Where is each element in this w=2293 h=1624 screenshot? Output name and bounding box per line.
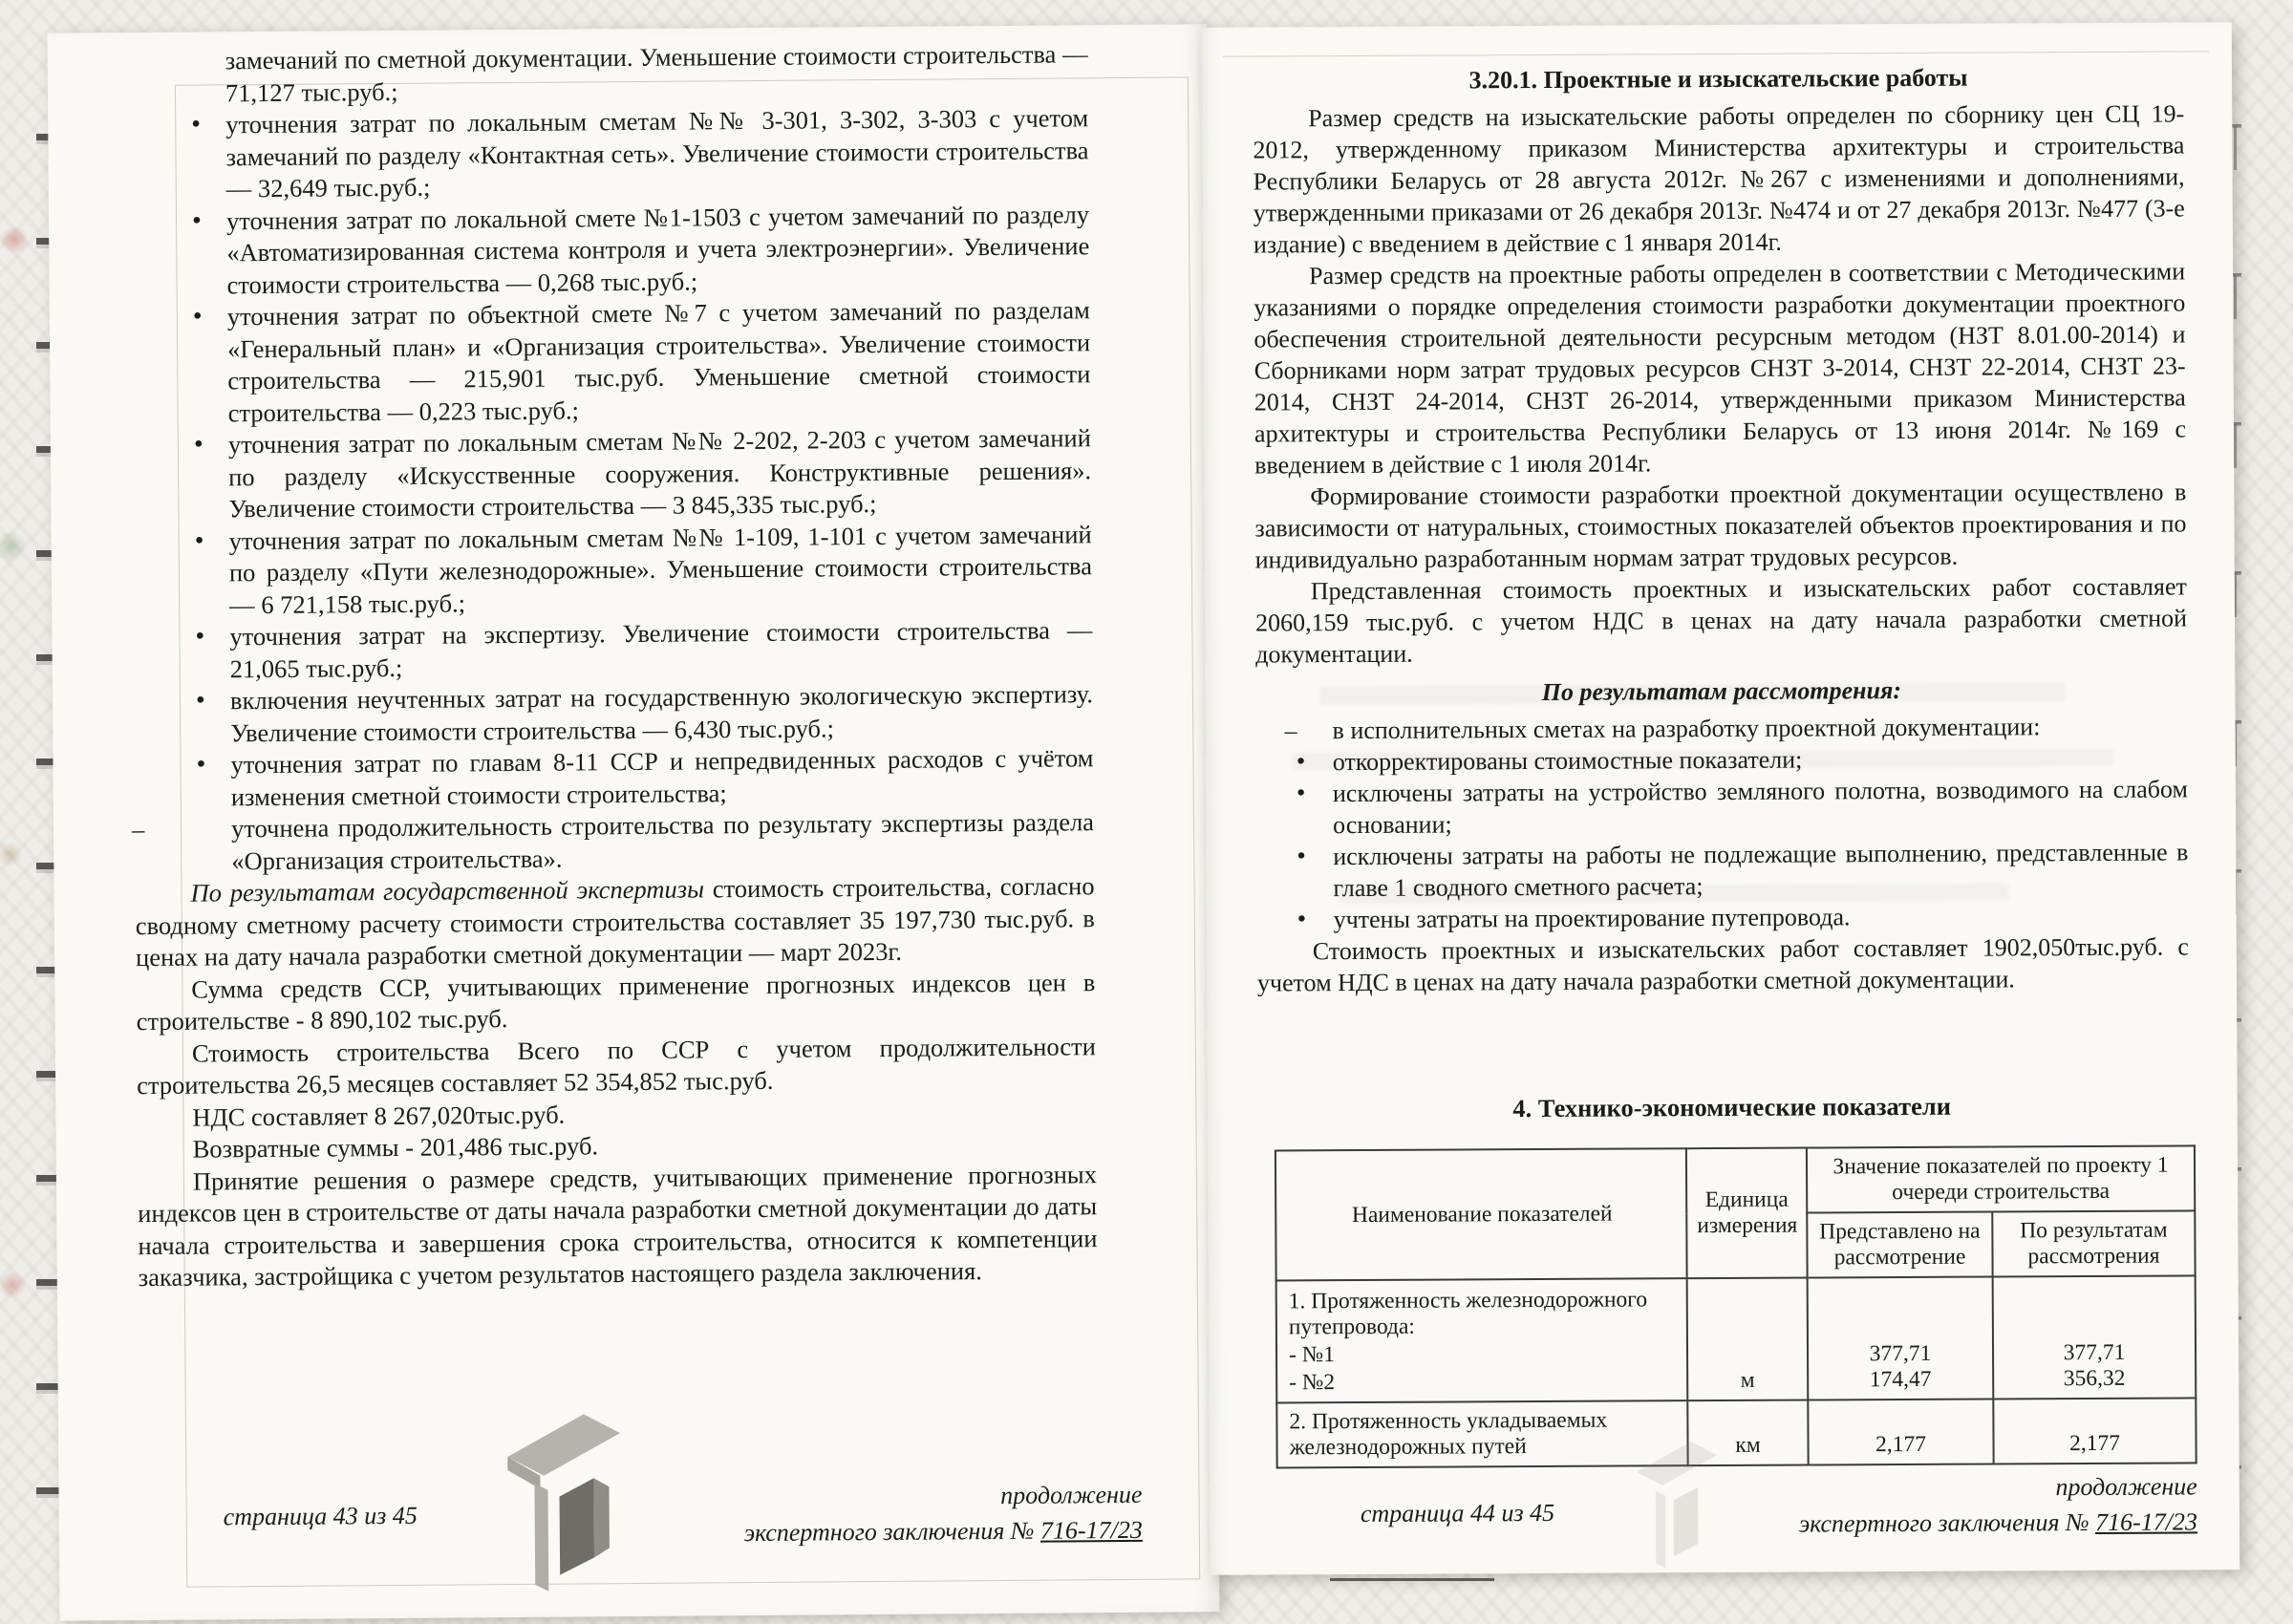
logo-bleed-through <box>1610 1429 1754 1573</box>
header-unit: Единица измерения <box>1686 1148 1808 1279</box>
submitted-cost-paragraph: Представленная стоимость проектных и изыскательских работ составляет 2060,159 тыс.руб. с учетом НДС в ценах на дату начала разработки сметной документации. <box>1254 572 2188 669</box>
scan-edge-artifact <box>0 841 23 867</box>
list-item-continuation: замечаний по сметной документации. Уменьшение стоимости строительства — 71,127 тыс.руб.; <box>225 39 1088 107</box>
list-item: • уточнения затрат по локальным сметам №№ 1-109, 1-101 с учетом замечаний по разделу «Пути железнодорожные». Уменьшение стоимости строительства — 6 721,158 тыс.руб.; <box>193 519 1093 622</box>
indicators-table <box>1275 1144 2197 1468</box>
row1-name <box>1276 1278 1688 1402</box>
section-title: 3.20.1. Проектные и изыскательские работы <box>1468 63 1968 95</box>
expertise-number: 716-17/23 <box>2095 1507 2198 1536</box>
list-item: • уточнения затрат по главам 8-11 ССР и непредвиденных расходов с учётом изменения сметной стоимости строительства; <box>194 742 1093 813</box>
scan-line-artifact <box>1330 1578 1494 1581</box>
survey-paragraph: Размер средств на изыскательские работы определен по сборнику цен СЦ 19-2012, утвержденному приказом Министерства архитектуры и строительства Республики Беларусь от 28 августа 2012г. №267 с изменениями и дополнениями, утвержденными приказами от 26 декабря 2013г. №474 и от 27 декабря 2013г. №477 (3-е издание) с введением в действие с 1 января 2014г. <box>1253 99 2185 259</box>
list-item-dash: – уточнена продолжительность строительства по результату экспертизы раздела «Организация строительства». <box>195 806 1094 877</box>
page-number: страница 43 из 45 <box>223 1501 418 1531</box>
page-43-content <box>47 24 1216 1294</box>
review-item: • исключены затраты на работы не подлежащие выполнению, представленные в главе 1 сводного сметного расчета; <box>1295 836 2188 904</box>
review-heading: По результатам рассмотрения: <box>1541 676 1902 706</box>
review-item: • откорректированы стоимостные показатели; <box>1295 741 2188 778</box>
row1-reviewed <box>1993 1275 2197 1399</box>
section4-title: 4. Технико-экономические показатели <box>1512 1091 1952 1123</box>
continuation-prefix: экспертного заключения № <box>1798 1507 2096 1538</box>
scan-edge-artifact <box>0 1271 27 1299</box>
decision-paragraph: Принятие решения о размере средств, учитывающих применение прогнозных индексов цен в строительстве от даты начала разработки сметной документации до даты начала строительства и завершения срока строительства, относится к компетенции заказчика, застройщика с учетом результатов настоящего раздела заключения. <box>138 1159 1098 1293</box>
table-header-row <box>1275 1145 2195 1215</box>
page-number: страница 44 из 45 <box>1360 1498 1555 1528</box>
section-4 <box>1208 1090 2239 1469</box>
continuation-line2 <box>1799 1504 2197 1541</box>
review-item-dash: – в исполнительных сметах на разработку проектной документации: <box>1295 710 2188 746</box>
row1-line2: - №2 <box>1289 1370 1336 1396</box>
list-item: • уточнения затрат на экспертизу. Увеличение стоимости строительства — 21,065 тыс.руб.; <box>193 614 1092 685</box>
results-paragraph <box>135 870 1095 973</box>
scan-edge-artifact <box>0 530 27 563</box>
review-item: • учтены затраты на проектирование путепровода. <box>1296 899 2189 935</box>
page-44-content <box>1202 22 2237 999</box>
continuation-note <box>743 1477 1143 1550</box>
continuation-line1: продолжение <box>2055 1472 2197 1502</box>
continuation-line1: продолжение <box>1000 1480 1143 1510</box>
list-item: • уточнения затрат по локальным сметам №№ 2-202, 2-203 с учетом замечаний по разделу «Искусственные сооружения. Конструктивные решения». Увеличение стоимости строительства — 3 845,335 тыс.руб.; <box>192 422 1092 525</box>
header-reviewed: По результатам рассмотрения <box>1992 1210 2195 1276</box>
table-row <box>1276 1275 2197 1402</box>
continuation-note <box>1798 1468 2197 1541</box>
scan-edge-artifact <box>0 225 29 254</box>
results-paragraph-lead: По результатам государственной экспертизы <box>190 874 705 908</box>
page-43 <box>47 24 1219 1620</box>
final-cost-paragraph: Стоимость проектных и изыскательских работ составляет 1902,050тыс.руб. с учетом НДС в ценах на дату начала разработки сметной документации. <box>1256 932 2189 997</box>
header-name: Наименование показателей <box>1275 1148 1687 1280</box>
row2-reviewed: 2,177 <box>1993 1398 2196 1464</box>
expertise-organization-logo <box>481 1397 664 1598</box>
row1-submitted-2: 174,47 <box>1869 1366 1932 1393</box>
header-value-group: Значение показателей по проекту 1 очереди строительства <box>1807 1145 2195 1212</box>
row2-unit: км <box>1687 1400 1808 1466</box>
row2-name: 2. Протяженность укладываемых железнодорожных путей <box>1276 1400 1687 1467</box>
row1-title: 1. Протяженность железнодорожного путепровода: <box>1288 1287 1648 1340</box>
review-item: • исключены затраты на устройство земляного полотна, возводимого на слабом основании; <box>1295 773 2188 841</box>
row1-line1: - №1 <box>1288 1342 1335 1368</box>
header-submitted: Представлено на рассмотрение <box>1807 1212 1992 1278</box>
formation-paragraph: Формирование стоимости разработки проектной документации осуществлено в зависимости от натуральных, стоимостных показателей объектов проектирования и по индивидуально разработанным нормам затрат трудовых ресурсов. <box>1254 478 2187 574</box>
continuation-prefix: экспертного заключения № <box>743 1516 1041 1548</box>
list-item: • уточнения затрат по объектной смете №7 с учетом замечаний по разделам «Генеральный план» и «Организация строительства». Увеличение стоимости строительства — 215,901 тыс.руб. Уменьшение сметной стоимости строительства — 0,223 тыс.руб.; <box>191 294 1091 429</box>
page-44 <box>1202 22 2239 1575</box>
row2-submitted: 2,177 <box>1808 1400 1993 1465</box>
vat-paragraph: НДС составляет 8 267,020тыс.руб. <box>192 1100 566 1132</box>
row1-unit: м <box>1687 1278 1809 1401</box>
row1-reviewed-1: 377,71 <box>2063 1339 2126 1366</box>
row1-submitted-1: 377,71 <box>1869 1340 1932 1367</box>
list-item: • уточнения затрат по локальной смете №1-1503 с учетом замечаний по разделу «Автоматизированная система контроля и учета электроэнергии». Увеличение стоимости строительства — 0,268 тыс.руб.; <box>190 199 1090 302</box>
sum-paragraph: Сумма средств ССР, учитывающих применение прогнозных индексов цен в строительстве - 8 890,102 тыс.руб. <box>136 967 1096 1036</box>
row1-submitted <box>1808 1277 1994 1400</box>
row1-reviewed-2: 356,32 <box>2063 1365 2126 1392</box>
list-item: • включения неучтенных затрат на государственную экологическую экспертизу. Увеличение стоимости строительства — 6,430 тыс.руб.; <box>194 678 1093 749</box>
list-item: • уточнения затрат по локальным сметам №№ 3-301, 3-302, 3-303 с учетом замечаний по разделу «Контактная сеть». Увеличение стоимости строительства — 32,649 тыс.руб.; <box>189 102 1089 205</box>
expertise-number: 716-17/23 <box>1039 1515 1143 1545</box>
continuation-line2 <box>744 1512 1143 1550</box>
total-paragraph: Стоимость строительства Всего по ССР с учетом продолжительности строительства 26,5 месяцев составляет 52 354,852 тыс.руб. <box>137 1031 1096 1100</box>
design-paragraph: Размер средств на проектные работы определен в соответствии с Методическими указаниями о порядке определения стоимости разработки документации проектного обеспечения строительной деятельности ресурсным методом (НЗТ 8.01.00-2014) и Сборниками норм затрат трудовых ресурсов СНЗТ 3-2014, СНЗТ 22-2014, СНЗТ 23-2014, СНЗТ 24-2014, СНЗТ 26-2014, утвержденными приказом Министерства архитектуры и строительства Республики Беларусь от 13 июня 2014г. №169 с введением в действие с 1 июля 2014г. <box>1254 257 2187 480</box>
results-paragraph-rest: стоимость строительства, согласно сводному сметному расчету стоимости строительства составляет 35 197,730 тыс.руб. в ценах на дату начала разработки сметной документации — март 2023г. <box>135 871 1095 972</box>
returns-paragraph: Возвратные суммы - 201,486 тыс.руб. <box>192 1131 599 1164</box>
